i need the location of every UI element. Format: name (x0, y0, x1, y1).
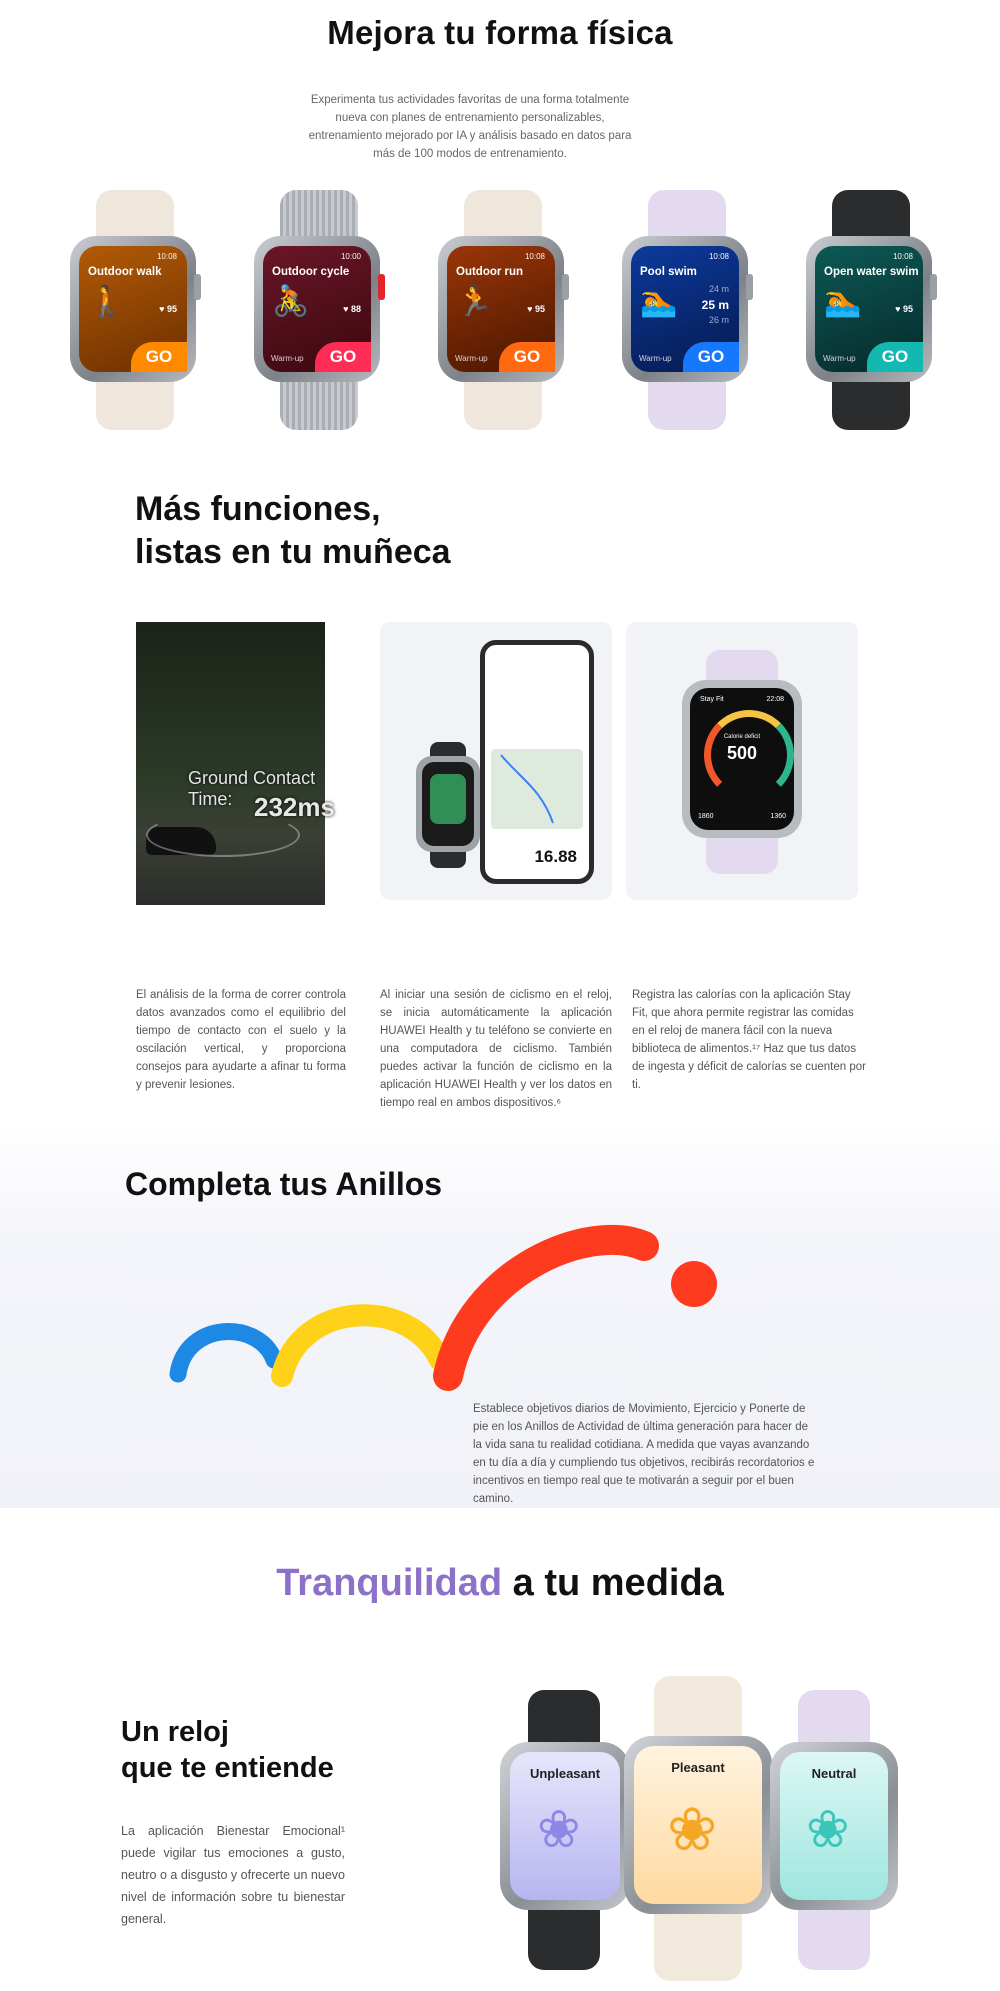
watch-neutral (770, 1690, 898, 1970)
walking-figure-icon: 🚶 (88, 285, 126, 318)
watch-open-water-swim (804, 190, 938, 430)
workout-name: Outdoor walk (88, 266, 162, 278)
warmup-label: Warm-up (271, 354, 304, 363)
stay-fit-right: 1360 (770, 813, 786, 820)
wellbeing-title-rest: a tu medida (502, 1562, 724, 1604)
cycling-figure-icon: 🚴 (272, 285, 310, 318)
warmup-label: Warm-up (639, 354, 672, 363)
go-button[interactable]: GO (131, 342, 187, 372)
stand-ring-arc (448, 1240, 644, 1376)
fitness-description: Experimenta tus actividades favoritas de una forma totalmente nueva con planes de entrenamiento personalizables, entrenamiento mejorado por IA y análisis basado en datos para más de 100 modos de entrenamiento. (308, 93, 632, 160)
stay-fit-app-name: Stay Fit (700, 696, 724, 703)
ground-contact-value: 232ms (254, 792, 335, 822)
flower-icon: ❀ (667, 1796, 718, 1863)
wellbeing-subtitle (121, 1714, 334, 1786)
watch-outdoor-walk (68, 190, 202, 430)
features-title (135, 488, 451, 574)
watch-pool-swim (620, 190, 754, 430)
route-map (491, 749, 583, 829)
stay-fit-watch (682, 650, 802, 874)
flower-icon: ❀ (806, 1801, 850, 1859)
ground-contact-label: Ground Contact Time: (188, 768, 316, 809)
wellbeing-title (0, 1562, 1000, 1605)
go-button[interactable]: GO (499, 342, 555, 372)
stay-fit-text: Registra las calorías con la aplicación Stay Fit, que ahora permite registrar las comidas en el reloj de manera fácil con la nueva biblioteca de alimentos.¹⁷ Haz que tus datos de ingesta y déficit de calorías se cuenten por ti. (632, 989, 866, 1091)
heart-rate: ♥ 95 (527, 304, 545, 314)
cycling-panel (380, 622, 612, 900)
flower-icon: ❀ (537, 1801, 581, 1859)
workout-name: Outdoor run (456, 266, 524, 278)
running-form-image (136, 622, 335, 905)
distance-next: 26 m (708, 315, 729, 325)
swimming-figure-icon: 🏊 (640, 285, 678, 318)
stay-fit-panel (626, 622, 858, 900)
mood-label-unpleasant: Unpleasant (529, 1766, 601, 1781)
go-button[interactable]: GO (867, 342, 923, 372)
watch-time: 10:08 (156, 252, 177, 261)
cycling-text: Al iniciar una sesión de ciclismo en el reloj, se inicia automáticamente la aplicación HUAWEI Health y tu teléfono se convierte en una computadora de ciclismo. También puedes activar la función de ciclismo en la aplicación HUAWEI Health y ver los datos en tiempo real en ambos dispositivos.⁶ (380, 989, 612, 1109)
watch-outdoor-run (436, 190, 570, 430)
move-ring-arc (178, 1332, 274, 1374)
cycling-watch (416, 742, 480, 868)
stand-ring-dot (671, 1261, 717, 1307)
workout-name: Pool swim (640, 266, 697, 278)
fitness-title: Mejora tu forma física (327, 14, 673, 51)
running-analysis-text: El análisis de la forma de correr controla datos avanzados como el equilibrio del tiempo de contacto con el suelo y la oscilación vertical, y proporciona consejos para ayudarte a afinar tu forma y prevenir lesiones. (136, 989, 346, 1091)
heart-rate: ♥ 95 (159, 304, 177, 314)
watch-unpleasant (500, 1690, 630, 1970)
features-title-line1: Más funciones, (135, 490, 381, 528)
workout-name: Open water swim (824, 266, 919, 278)
rings-description: Establece objetivos diarios de Movimiento, Ejercicio y Ponerte de pie en los Anillos de Actividad de última generación para hacer de la vida sana tu realidad cotidiana. A medida que vayas avanzando en tu día a día y cumpliendo tus objetivos, recibirás recordatorios e incentivos en tiempo real que te motivarán a seguir por el buen camino. (473, 1403, 815, 1505)
watch-time: 10:08 (892, 252, 913, 261)
watch-time: 10:08 (524, 252, 545, 261)
wellbeing-description: La aplicación Bienestar Emocional¹ puede vigilar tus emociones a gusto, neutro o a disgusto y ofrecerte un nuevo nivel de información sobre tu bienestar general. (121, 1824, 345, 1926)
wellbeing-title-highlight: Tranquilidad (276, 1562, 503, 1604)
stay-fit-value: 500 (726, 743, 758, 763)
phone-distance: 16.88 (534, 847, 577, 866)
phone-mockup (480, 640, 594, 884)
wellbeing-subtitle-line2: que te entiende (121, 1752, 334, 1784)
distance-previous: 24 m (708, 284, 729, 294)
warmup-label: Warm-up (455, 354, 488, 363)
distance-current: 25 m (701, 298, 729, 312)
features-title-line2: listas en tu muñeca (135, 533, 451, 571)
stay-fit-label: Calorie deficit (723, 734, 761, 740)
workout-name: Outdoor cycle (272, 266, 350, 278)
heart-rate: ♥ 88 (343, 304, 361, 314)
watch-outdoor-cycle (252, 190, 386, 430)
stay-fit-left: 1860 (698, 813, 714, 820)
wellbeing-subtitle-line1: Un reloj (121, 1716, 229, 1748)
exercise-ring-arc (282, 1315, 440, 1376)
activity-rings-graphic (150, 1210, 730, 1400)
mood-label-neutral: Neutral (811, 1766, 857, 1781)
watch-time: 10:00 (340, 252, 361, 261)
mood-label-pleasant: Pleasant (671, 1760, 725, 1775)
go-button[interactable]: GO (683, 342, 739, 372)
warmup-label: Warm-up (823, 354, 856, 363)
go-button[interactable]: GO (315, 342, 371, 372)
heart-rate: ♥ 95 (895, 304, 913, 314)
open-water-swim-icon: 🏊 (824, 285, 862, 318)
stay-fit-time: 22:08 (766, 696, 784, 703)
watch-time: 10:08 (708, 252, 729, 261)
rings-title: Completa tus Anillos (125, 1166, 443, 1202)
running-figure-icon: 🏃 (456, 285, 494, 318)
watch-pleasant (624, 1676, 772, 1981)
